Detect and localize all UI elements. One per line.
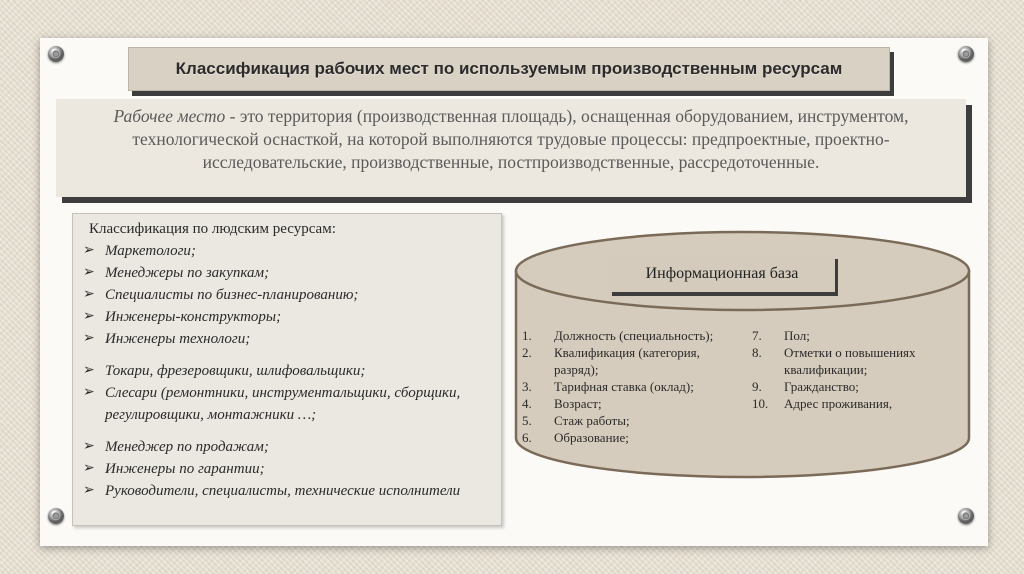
list-item-label: Менеджеры по закупкам; xyxy=(105,265,270,281)
info-base-item-number: 4. xyxy=(522,396,532,411)
arrow-bullet-icon: ➢ xyxy=(83,461,95,476)
info-base-item-text: Адрес проживания, xyxy=(784,396,893,411)
info-base-item-text: Должность (специальность); xyxy=(554,328,714,343)
arrow-bullet-icon: ➢ xyxy=(83,385,95,400)
info-base-item-text: Возраст; xyxy=(554,396,602,411)
info-base-list-right xyxy=(752,327,952,412)
info-base-item-number: 2. xyxy=(522,345,532,360)
info-base-item-number: 5. xyxy=(522,413,532,428)
list-item-label: Маркетологи; xyxy=(105,243,196,259)
list-item xyxy=(83,306,491,328)
info-base-item-number: 10. xyxy=(752,396,769,411)
arrow-bullet-icon: ➢ xyxy=(83,483,95,498)
list-item-label: Менеджер по продажам; xyxy=(105,439,269,455)
list-item-label: Инженеры-конструкторы; xyxy=(105,309,282,325)
info-base-item xyxy=(522,395,734,412)
list-group-gap xyxy=(83,426,491,436)
rivet-icon xyxy=(958,508,974,524)
list-item xyxy=(83,436,491,458)
info-base-item-text: Тарифная ставка (оклад); xyxy=(554,379,694,394)
list-item xyxy=(83,360,491,382)
info-base-item-number: 6. xyxy=(522,430,532,445)
list-item xyxy=(83,262,491,284)
list-item xyxy=(83,328,491,350)
info-base-item xyxy=(522,378,734,395)
info-base-item xyxy=(752,344,952,378)
list-item xyxy=(83,240,491,262)
list-item-label: Инженеры технологи; xyxy=(105,331,251,347)
info-base-item-number: 8. xyxy=(752,345,762,360)
info-base-item-number: 9. xyxy=(752,379,762,394)
arrow-bullet-icon: ➢ xyxy=(83,287,95,302)
list-item-label: Специалисты по бизнес-планированию; xyxy=(105,287,359,303)
info-base-item-text: Квалификация (категория, разряд); xyxy=(554,345,700,377)
definition-box xyxy=(56,99,966,197)
info-base-item-number: 1. xyxy=(522,328,532,343)
info-base-item xyxy=(752,395,952,412)
info-base-item xyxy=(522,327,734,344)
info-base-item-text: Образование; xyxy=(554,430,629,445)
info-base-item-number: 3. xyxy=(522,379,532,394)
arrow-bullet-icon: ➢ xyxy=(83,439,95,454)
list-item-label: Токари, фрезеровщики, шлифовальщики; xyxy=(105,363,366,379)
list-item xyxy=(83,458,491,480)
list-item-label: Слесари (ремонтники, инструментальщики, сборщики, регулировщики, монтажники …; xyxy=(105,385,461,423)
arrow-bullet-icon: ➢ xyxy=(83,265,95,280)
list-item xyxy=(83,284,491,306)
info-base-label: Информационная база xyxy=(609,255,835,292)
arrow-bullet-icon: ➢ xyxy=(83,363,95,378)
rivet-icon xyxy=(48,46,64,62)
human-resources-heading: Классификация по людским ресурсам: xyxy=(89,221,336,237)
info-base-item-text: Стаж работы; xyxy=(554,413,630,428)
info-base-item-number: 7. xyxy=(752,328,762,343)
info-base-item xyxy=(522,429,734,446)
human-resources-box xyxy=(72,213,502,526)
info-base-item xyxy=(522,344,734,378)
list-item xyxy=(83,382,491,426)
human-resources-list xyxy=(83,240,491,502)
info-base-list-left xyxy=(522,327,734,446)
list-item-label: Инженеры по гарантии; xyxy=(105,461,265,477)
list-item-label: Руководители, специалисты, технические исполнители xyxy=(105,483,461,499)
info-base-item xyxy=(752,378,952,395)
arrow-bullet-icon: ➢ xyxy=(83,243,95,258)
info-base-item xyxy=(522,412,734,429)
slide-title: Классификация рабочих мест по используемым производственным ресурсам xyxy=(175,59,843,78)
arrow-bullet-icon: ➢ xyxy=(83,309,95,324)
info-base-item-text: Отметки о повышениях квалификации; xyxy=(784,345,916,377)
info-base-item xyxy=(752,327,952,344)
rivet-icon xyxy=(48,508,64,524)
info-base-item-text: Гражданство; xyxy=(784,379,859,394)
list-item xyxy=(83,480,491,502)
arrow-bullet-icon: ➢ xyxy=(83,331,95,346)
definition-text: - это территория (производственная площадь), оснащенная оборудованием, инструментом, технологической оснасткой, на которой выполняются трудовые процессы: предпроектные, проектно-исследовательские, производственные, постпроизводственные, рассредоточенные. xyxy=(132,106,909,172)
info-base-item-text: Пол; xyxy=(784,328,810,343)
list-group-gap xyxy=(83,350,491,360)
definition-term: Рабочее место xyxy=(113,106,226,126)
slide-title-bar xyxy=(128,47,890,91)
rivet-icon xyxy=(958,46,974,62)
